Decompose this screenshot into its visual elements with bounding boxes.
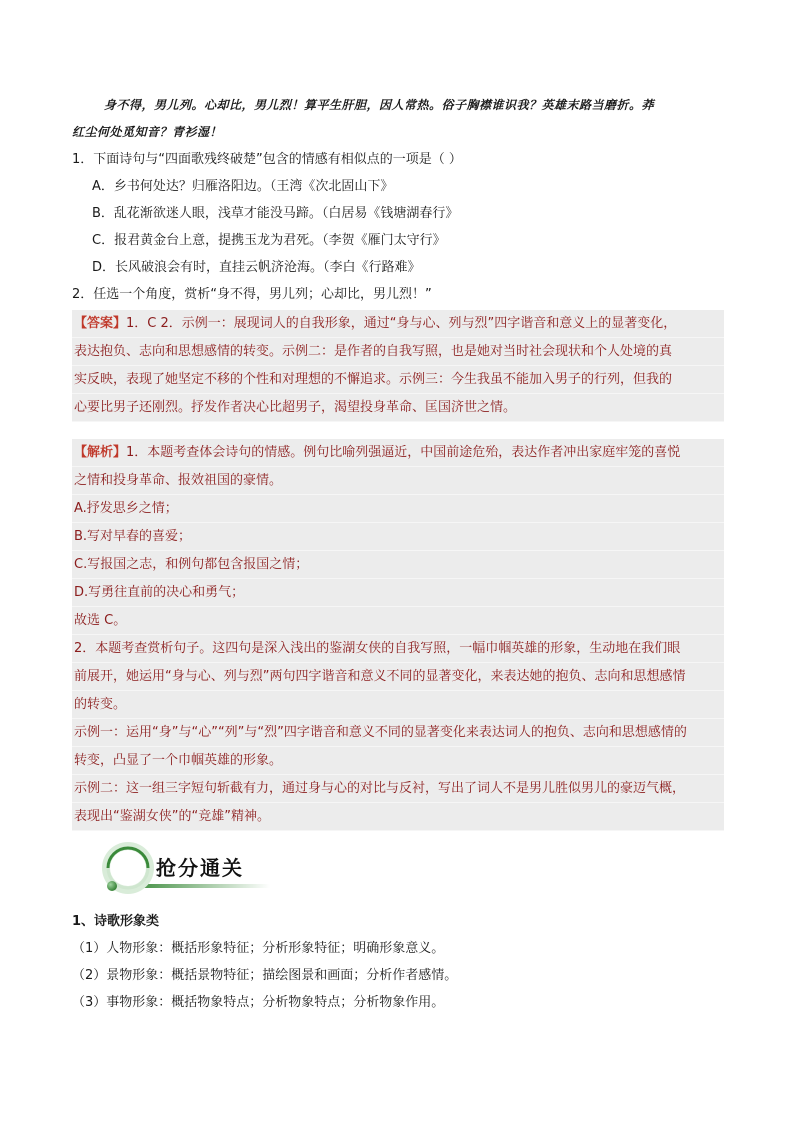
question-2-stem: 2．任选一个角度，赏析“身不得，男儿列；心却比，男儿烈！” xyxy=(72,287,432,302)
question-1 xyxy=(72,146,724,308)
option-d: D．长风破浪会有时，直挂云帆济沧海。（李白《行路难》 xyxy=(92,260,421,275)
option-c: C．报君黄金台上意，提携玉龙为君死。（李贺《雁门太守行》 xyxy=(92,233,446,248)
analysis-option-c: C.写报国之志，和例句都包含报国之情； xyxy=(72,551,724,579)
question-1-stem: 1．下面诗句与“四面歌残终破楚”包含的情感有相似点的一项是（ ） xyxy=(72,152,462,167)
poem-excerpt xyxy=(72,92,724,146)
analysis-option-a: A.抒发思乡之情； xyxy=(72,495,724,523)
analysis-line-1: 1．本题考查体会诗句的情感。例句比喻列强逼近，中国前途危殆，表达作者冲出家庭牢笼的喜悦 xyxy=(126,445,681,460)
analysis-example-2-line-1: 示例二：这一组三字短句斩截有力，通过身与心的对比与反衬，写出了词人不是男儿胜似男儿的豪迈气概， xyxy=(72,775,724,803)
section-item-3: （3）事物形象：概括物象特点；分析物象特点；分析物象作用。 xyxy=(72,995,445,1010)
analysis-example-2-line-2: 表现出“鉴湖女侠”的“竞雄”精神。 xyxy=(72,803,724,831)
answer-line xyxy=(72,310,724,338)
answer-line-2: 表达抱负、志向和思想感情的转变。示例二：是作者的自我写照，也是她对当时社会现状和个人处境的真 xyxy=(72,338,724,366)
analysis-tag: 【解析】 xyxy=(74,445,127,460)
answer-analysis-box xyxy=(72,310,724,831)
analysis-option-b: B.写对早春的喜爱； xyxy=(72,523,724,551)
analysis-q2-line-1: 2．本题考查赏析句子。这四句是深入浅出的鉴湖女侠的自我写照，一幅巾帼英雄的形象，生动地在我们眼 xyxy=(72,635,724,663)
section-banner xyxy=(100,838,280,898)
answer-tag: 【答案】 xyxy=(74,316,127,331)
option-a: A．乡书何处达？归雁洛阳边。（王湾《次北固山下》 xyxy=(92,179,394,194)
answer-line-1: 1．C 2．示例一：展现词人的自我形象，通过“身与心、列与烈”四字谐音和意义上的显著变化， xyxy=(126,316,677,331)
answer-tips-section xyxy=(72,908,724,1016)
analysis-option-d: D.写勇往直前的决心和勇气； xyxy=(72,579,724,607)
analysis-line-2: 之情和投身革命、报效祖国的豪情。 xyxy=(72,467,724,495)
section-item-2: （2）景物形象：概括景物特征；描绘图景和画面；分析作者感情。 xyxy=(72,968,458,983)
analysis-q2-line-2: 前展开，她运用“身与心、列与烈”两句四字谐音和意义不同的显著变化，来表达她的抱负、志向和思想感情 xyxy=(72,663,724,691)
analysis-example-1-line-1: 示例一：运用“身”与“心”“列”与“烈”四字谐音和意义不同的显著变化来表达词人的抱负、志向和思想感情的 xyxy=(72,719,724,747)
analysis-choice: 故选 C。 xyxy=(72,607,724,635)
poem-line-1: 身不得，男儿列。心却比，男儿烈！算平生肝胆，因人常热。俗子胸襟谁识我？英雄末路当磨折。莽 xyxy=(104,98,655,112)
analysis-example-1-line-2: 转变，凸显了一个巾帼英雄的形象。 xyxy=(72,747,724,775)
answer-line-3: 实反映，表现了她坚定不移的个性和对理想的不懈追求。示例三：今生我虽不能加入男子的行列，但我的 xyxy=(72,366,724,394)
poem-line-2: 红尘何处觅知音？青衫湿！ xyxy=(72,125,223,139)
analysis-q2-line-3: 的转变。 xyxy=(72,691,724,719)
section-item-1: （1）人物形象：概括形象特征；分析形象特征；明确形象意义。 xyxy=(72,941,445,956)
option-b: B．乱花渐欲迷人眼，浅草才能没马蹄。（白居易《钱塘湖春行》 xyxy=(92,206,459,221)
section-heading: 1、诗歌形象类 xyxy=(72,914,160,929)
answer-line-4: 心要比男子还刚烈。抒发作者决心比超男子，渴望投身革命、匡国济世之情。 xyxy=(72,394,724,422)
analysis-line xyxy=(72,439,724,467)
banner-title: 抢分通关 xyxy=(156,856,244,880)
spacer xyxy=(72,422,724,439)
